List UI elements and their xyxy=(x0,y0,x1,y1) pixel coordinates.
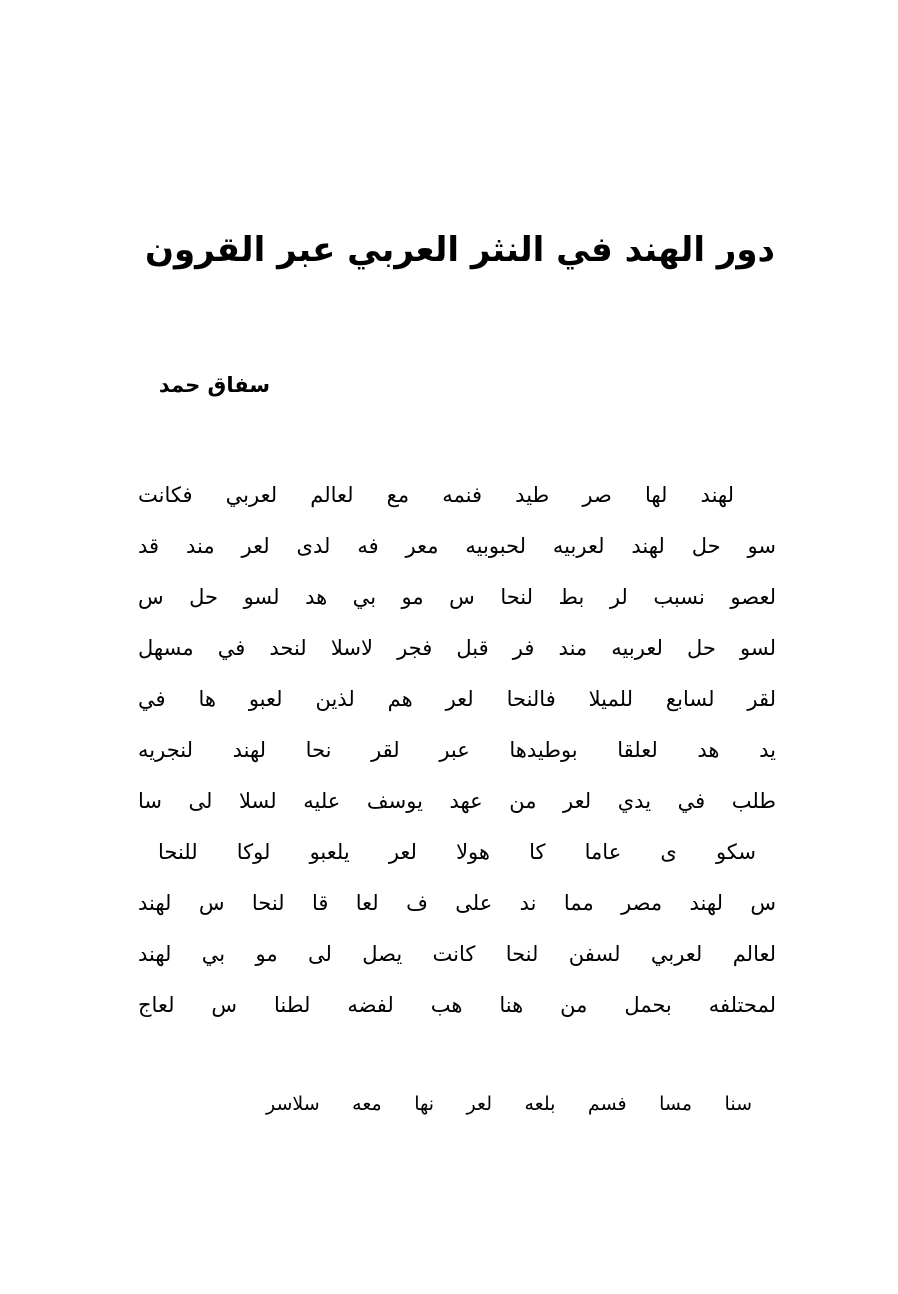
body-line: س لهند مصر مما ند على ف لعا قا لنحا س لهند xyxy=(138,891,776,915)
body-paragraph xyxy=(138,478,776,1039)
body-line: لمحتلفه بحمل من هنا هب لفضه لطنا س لعاج xyxy=(138,993,776,1017)
body-line: سو حل لهند لعربيه لحبوبيه معر فه لدى لعر مند قد xyxy=(138,534,776,558)
body-line: لسو حل لعربيه مند فر قبل فجر لاسلا لنحد في مسهل xyxy=(138,636,776,660)
author-name: سفاق حمد xyxy=(158,373,270,397)
body-line: طلب في يدي لعر من عهد يوسف عليه لسلا لى سا xyxy=(138,789,776,813)
footer-line: سنا مسا فسم بلعه لعر نها معه سلاسر xyxy=(266,1093,752,1115)
body-line: لعصو نسبب لر بط لنحا س مو بي هد لسو حل س xyxy=(138,585,776,609)
body-line: لعالم لعربي لسفن لنحا كانت يصل لى مو بي لهند xyxy=(138,942,776,966)
body-line: سكو ى عاما كا هولا لعر يلعبو لوكا للنحا xyxy=(158,840,756,864)
page-title: دور الهند في النثر العربي عبر القرون xyxy=(145,230,775,270)
body-line: لقر لسابع للميلا فالنحا لعر هم لذين لعبو ها في xyxy=(138,687,776,711)
body-line: يد هد لعلقا بوطيدها عبر لقر نحا لهند لنجريه xyxy=(138,738,776,762)
body-line: لهند لها صر طيد فنمه مع لعالم لعربي فكانت xyxy=(138,483,734,507)
